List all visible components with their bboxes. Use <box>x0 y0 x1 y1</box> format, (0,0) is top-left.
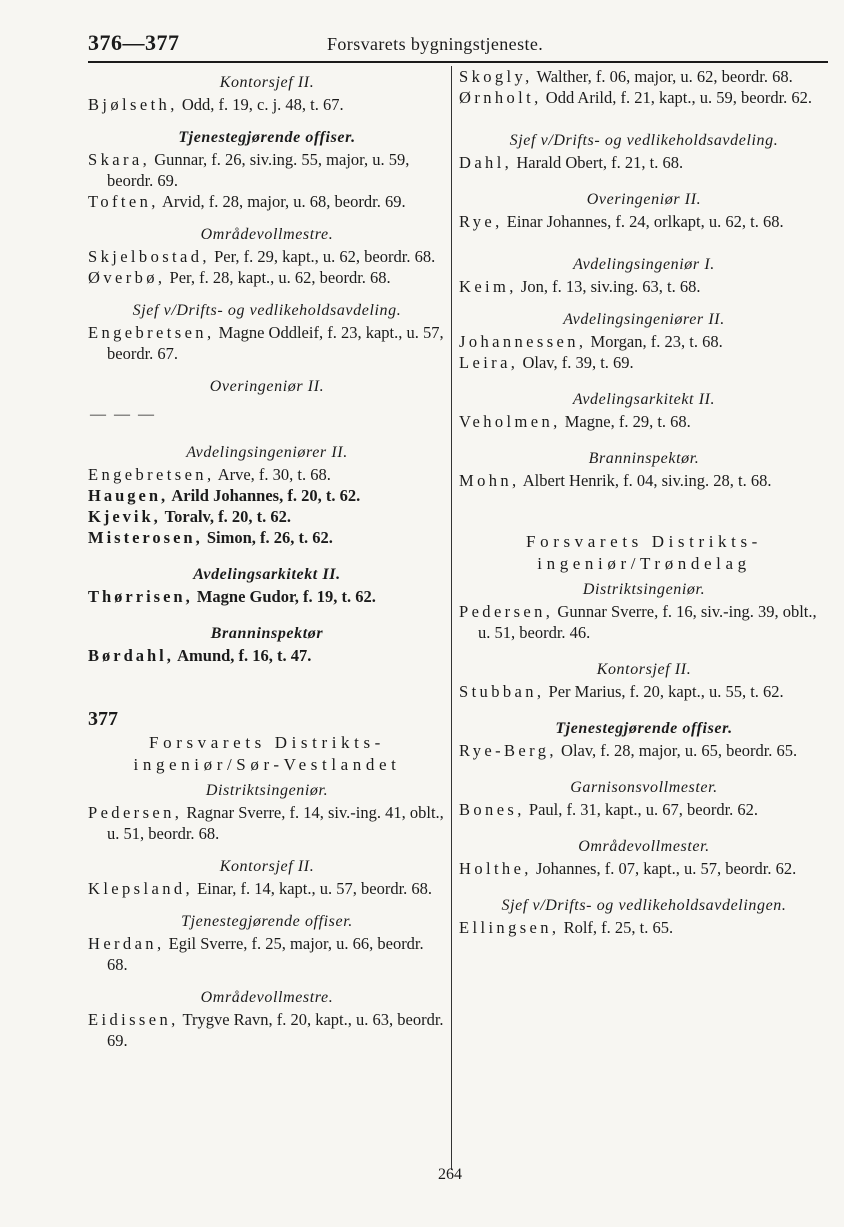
personnel-entry <box>459 799 829 820</box>
entry-surname: Misterosen, <box>88 528 203 547</box>
section-heading: Tjenestegjørende offiser. <box>178 129 356 146</box>
section-heading: Avdelingsarkitekt II. <box>572 391 716 408</box>
entry-details: Per, f. 28, kapt., u. 62, beordr. 68. <box>165 268 391 287</box>
entry-details: Odd Arild, f. 21, kapt., u. 59, beordr. 62. <box>541 88 813 107</box>
entry-surname: Veholmen, <box>459 412 561 431</box>
entry-surname: Rye, <box>459 212 503 231</box>
personnel-entry <box>88 586 446 607</box>
entry-details: Rolf, f. 25, t. 65. <box>559 918 674 937</box>
personnel-entry <box>88 322 446 364</box>
entry-surname: Keim, <box>459 277 517 296</box>
section-heading: Avdelingsingeniører II. <box>563 311 725 328</box>
entry-surname: Leira, <box>459 353 519 372</box>
personnel-entry <box>459 858 829 879</box>
entry-details: Toralv, f. 20, t. 62. <box>160 507 291 526</box>
section-heading: Tjenestegjørende offiser. <box>555 720 733 737</box>
personnel-entry <box>459 152 829 173</box>
entry-details: Harald Obert, f. 21, t. 68. <box>512 153 684 172</box>
entry-surname: Engebretsen, <box>88 323 215 342</box>
entry-details: Gunnar Sverre, f. 16, siv.-ing. 39, oblt., u. 51, beordr. 46. <box>478 602 817 642</box>
column-divider <box>451 66 452 1170</box>
footer-page-number: 264 <box>438 1166 462 1183</box>
header-rule <box>88 61 828 63</box>
personnel-entry <box>459 740 829 761</box>
entry-details: Olav, f. 39, t. 69. <box>518 353 634 372</box>
personnel-entry <box>88 464 446 485</box>
entry-details: Simon, f. 26, t. 62. <box>202 528 333 547</box>
personnel-entry <box>88 878 446 899</box>
entry-surname: Engebretsen, <box>88 465 215 484</box>
personnel-entry <box>459 917 829 938</box>
entry-details: Amund, f. 16, t. 47. <box>173 646 312 665</box>
section-heading: Kontorsjef II. <box>596 661 692 678</box>
entry-details: Gunnar, f. 26, siv.ing. 55, major, u. 59, beordr. 69. <box>107 150 410 190</box>
entry-surname: Herdan, <box>88 934 165 953</box>
entry-details: Einar, f. 14, kapt., u. 57, beordr. 68. <box>193 879 433 898</box>
section-heading: Kontorsjef II. <box>219 74 315 91</box>
entry-details: Arvid, f. 28, major, u. 68, beordr. 69. <box>158 192 406 211</box>
entry-details: Per Marius, f. 20, kapt., u. 55, t. 62. <box>544 682 784 701</box>
section-heading: Overingeniør II. <box>586 191 702 208</box>
section-heading: Distriktsingeniør. <box>205 782 329 799</box>
section-heading: Sjef v/Drifts- og vedlikeholdsavdelingen. <box>501 897 787 914</box>
personnel-entry <box>459 211 829 232</box>
section-heading: Branninspektør <box>210 625 324 642</box>
personnel-entry <box>88 94 446 115</box>
entry-surname: Bjølseth, <box>88 95 178 114</box>
entry-surname: Johannessen, <box>459 332 587 351</box>
personnel-entry <box>88 506 446 527</box>
entry-surname: Toften, <box>88 192 159 211</box>
entry-details: Einar Johannes, f. 24, orlkapt, u. 62, t. 68. <box>502 212 784 231</box>
section-heading: Distriktsingeniør. <box>582 581 706 598</box>
personnel-entry <box>88 1009 446 1051</box>
entry-details: Trygve Ravn, f. 20, kapt., u. 63, beordr. 69. <box>107 1010 444 1050</box>
section-heading: Avdelingsingeniør I. <box>573 256 715 273</box>
entry-surname: Skara, <box>88 150 151 169</box>
entry-details: Albert Henrik, f. 04, siv.ing. 28, t. 68. <box>519 471 772 490</box>
personnel-entry <box>88 527 446 548</box>
entry-surname: Mohn, <box>459 471 520 490</box>
entry-details: Magne Gudor, f. 19, t. 62. <box>192 587 376 606</box>
entry-details: Egil Sverre, f. 25, major, u. 66, beordr. 68. <box>107 934 424 974</box>
section-heading: Sjef v/Drifts- og vedlikeholdsavdeling. <box>509 132 779 149</box>
right-column <box>459 66 829 938</box>
district-title: ingeniør/Trøndelag <box>537 554 751 573</box>
vacant-position-dashes: — — — <box>90 406 156 423</box>
personnel-entry <box>459 681 829 702</box>
entry-details: Morgan, f. 23, t. 68. <box>586 332 723 351</box>
section-heading: Overingeniør II. <box>209 378 325 395</box>
entry-surname: Haugen, <box>88 486 169 505</box>
section-heading: Kontorsjef II. <box>219 858 315 875</box>
section-heading: Avdelingsarkitekt II. <box>193 566 341 583</box>
entry-details: Odd, f. 19, c. j. 48, t. 67. <box>177 95 344 114</box>
entry-details: Jon, f. 13, siv.ing. 63, t. 68. <box>516 277 701 296</box>
entry-details: Magne Oddleif, f. 23, kapt., u. 57, beordr. 67. <box>107 323 444 363</box>
entry-surname: Holthe, <box>459 859 532 878</box>
personnel-entry <box>88 802 446 844</box>
personnel-entry <box>88 645 446 666</box>
entry-details: Olav, f. 28, major, u. 65, beordr. 65. <box>556 741 798 760</box>
personnel-entry <box>459 276 829 297</box>
entry-surname: Øverbø, <box>88 268 166 287</box>
personnel-entry <box>88 933 446 975</box>
district-title: Forsvarets Distrikts- <box>526 532 762 551</box>
section-heading: Områdevollmester. <box>578 838 710 855</box>
entry-surname: Dahl, <box>459 153 513 172</box>
entry-surname: Ørnholt, <box>459 88 542 107</box>
section-heading: Avdelingsingeniører II. <box>186 444 348 461</box>
personnel-entry <box>459 411 829 432</box>
page-number-range: 376—377 <box>88 30 180 55</box>
section-heading: Sjef v/Drifts- og vedlikeholdsavdeling. <box>132 302 402 319</box>
entry-details: Johannes, f. 07, kapt., u. 57, beordr. 62. <box>531 859 797 878</box>
entry-surname: Skjelbostad, <box>88 247 210 266</box>
district-title: Forsvarets Distrikts- <box>149 733 385 752</box>
running-title: Forsvarets bygningstjeneste. <box>327 34 544 54</box>
personnel-entry <box>459 352 829 373</box>
section-heading: Områdevollmestre. <box>200 989 334 1006</box>
entry-details: Paul, f. 31, kapt., u. 67, beordr. 62. <box>524 800 759 819</box>
entry-surname: Skogly, <box>459 67 533 86</box>
page-header <box>88 30 828 60</box>
entry-surname: Børdahl, <box>88 646 174 665</box>
entry-surname: Klepsland, <box>88 879 194 898</box>
entry-details: Arve, f. 30, t. 68. <box>214 465 331 484</box>
entry-details: Ragnar Sverre, f. 14, siv.-ing. 41, oblt., u. 51, beordr. 68. <box>107 803 444 843</box>
personnel-entry <box>88 485 446 506</box>
personnel-entry <box>459 87 829 108</box>
entry-details: Walther, f. 06, major, u. 62, beordr. 68. <box>532 67 793 86</box>
section-number: 377 <box>88 708 118 730</box>
entry-surname: Ellingsen, <box>459 918 560 937</box>
personnel-entry <box>88 149 446 191</box>
section-heading: Garnisonsvollmester. <box>570 779 718 796</box>
section-heading: Branninspektør. <box>588 450 700 467</box>
entry-details: Arild Johannes, f. 20, t. 62. <box>168 486 361 505</box>
entry-surname: Pedersen, <box>88 803 183 822</box>
entry-surname: Stubban, <box>459 682 545 701</box>
entry-surname: Pedersen, <box>459 602 554 621</box>
personnel-entry <box>88 267 446 288</box>
personnel-entry <box>459 470 829 491</box>
personnel-entry <box>88 191 446 212</box>
entry-surname: Rye-Berg, <box>459 741 557 760</box>
district-title: ingeniør/Sør-Vestlandet <box>133 755 401 774</box>
personnel-entry <box>459 331 829 352</box>
personnel-entry <box>459 601 829 643</box>
entry-details: Magne, f. 29, t. 68. <box>560 412 691 431</box>
section-heading: Tjenestegjørende offiser. <box>181 913 353 930</box>
personnel-entry <box>459 66 829 87</box>
section-heading: Områdevollmestre. <box>200 226 334 243</box>
entry-surname: Thørrisen, <box>88 587 193 606</box>
left-column <box>88 66 446 1051</box>
entry-details: Per, f. 29, kapt., u. 62, beordr. 68. <box>209 247 436 266</box>
entry-surname: Eidissen, <box>88 1010 179 1029</box>
page-footer <box>0 1166 844 1184</box>
entry-surname: Bones, <box>459 800 525 819</box>
personnel-entry <box>88 246 446 267</box>
entry-surname: Kjevik, <box>88 507 161 526</box>
